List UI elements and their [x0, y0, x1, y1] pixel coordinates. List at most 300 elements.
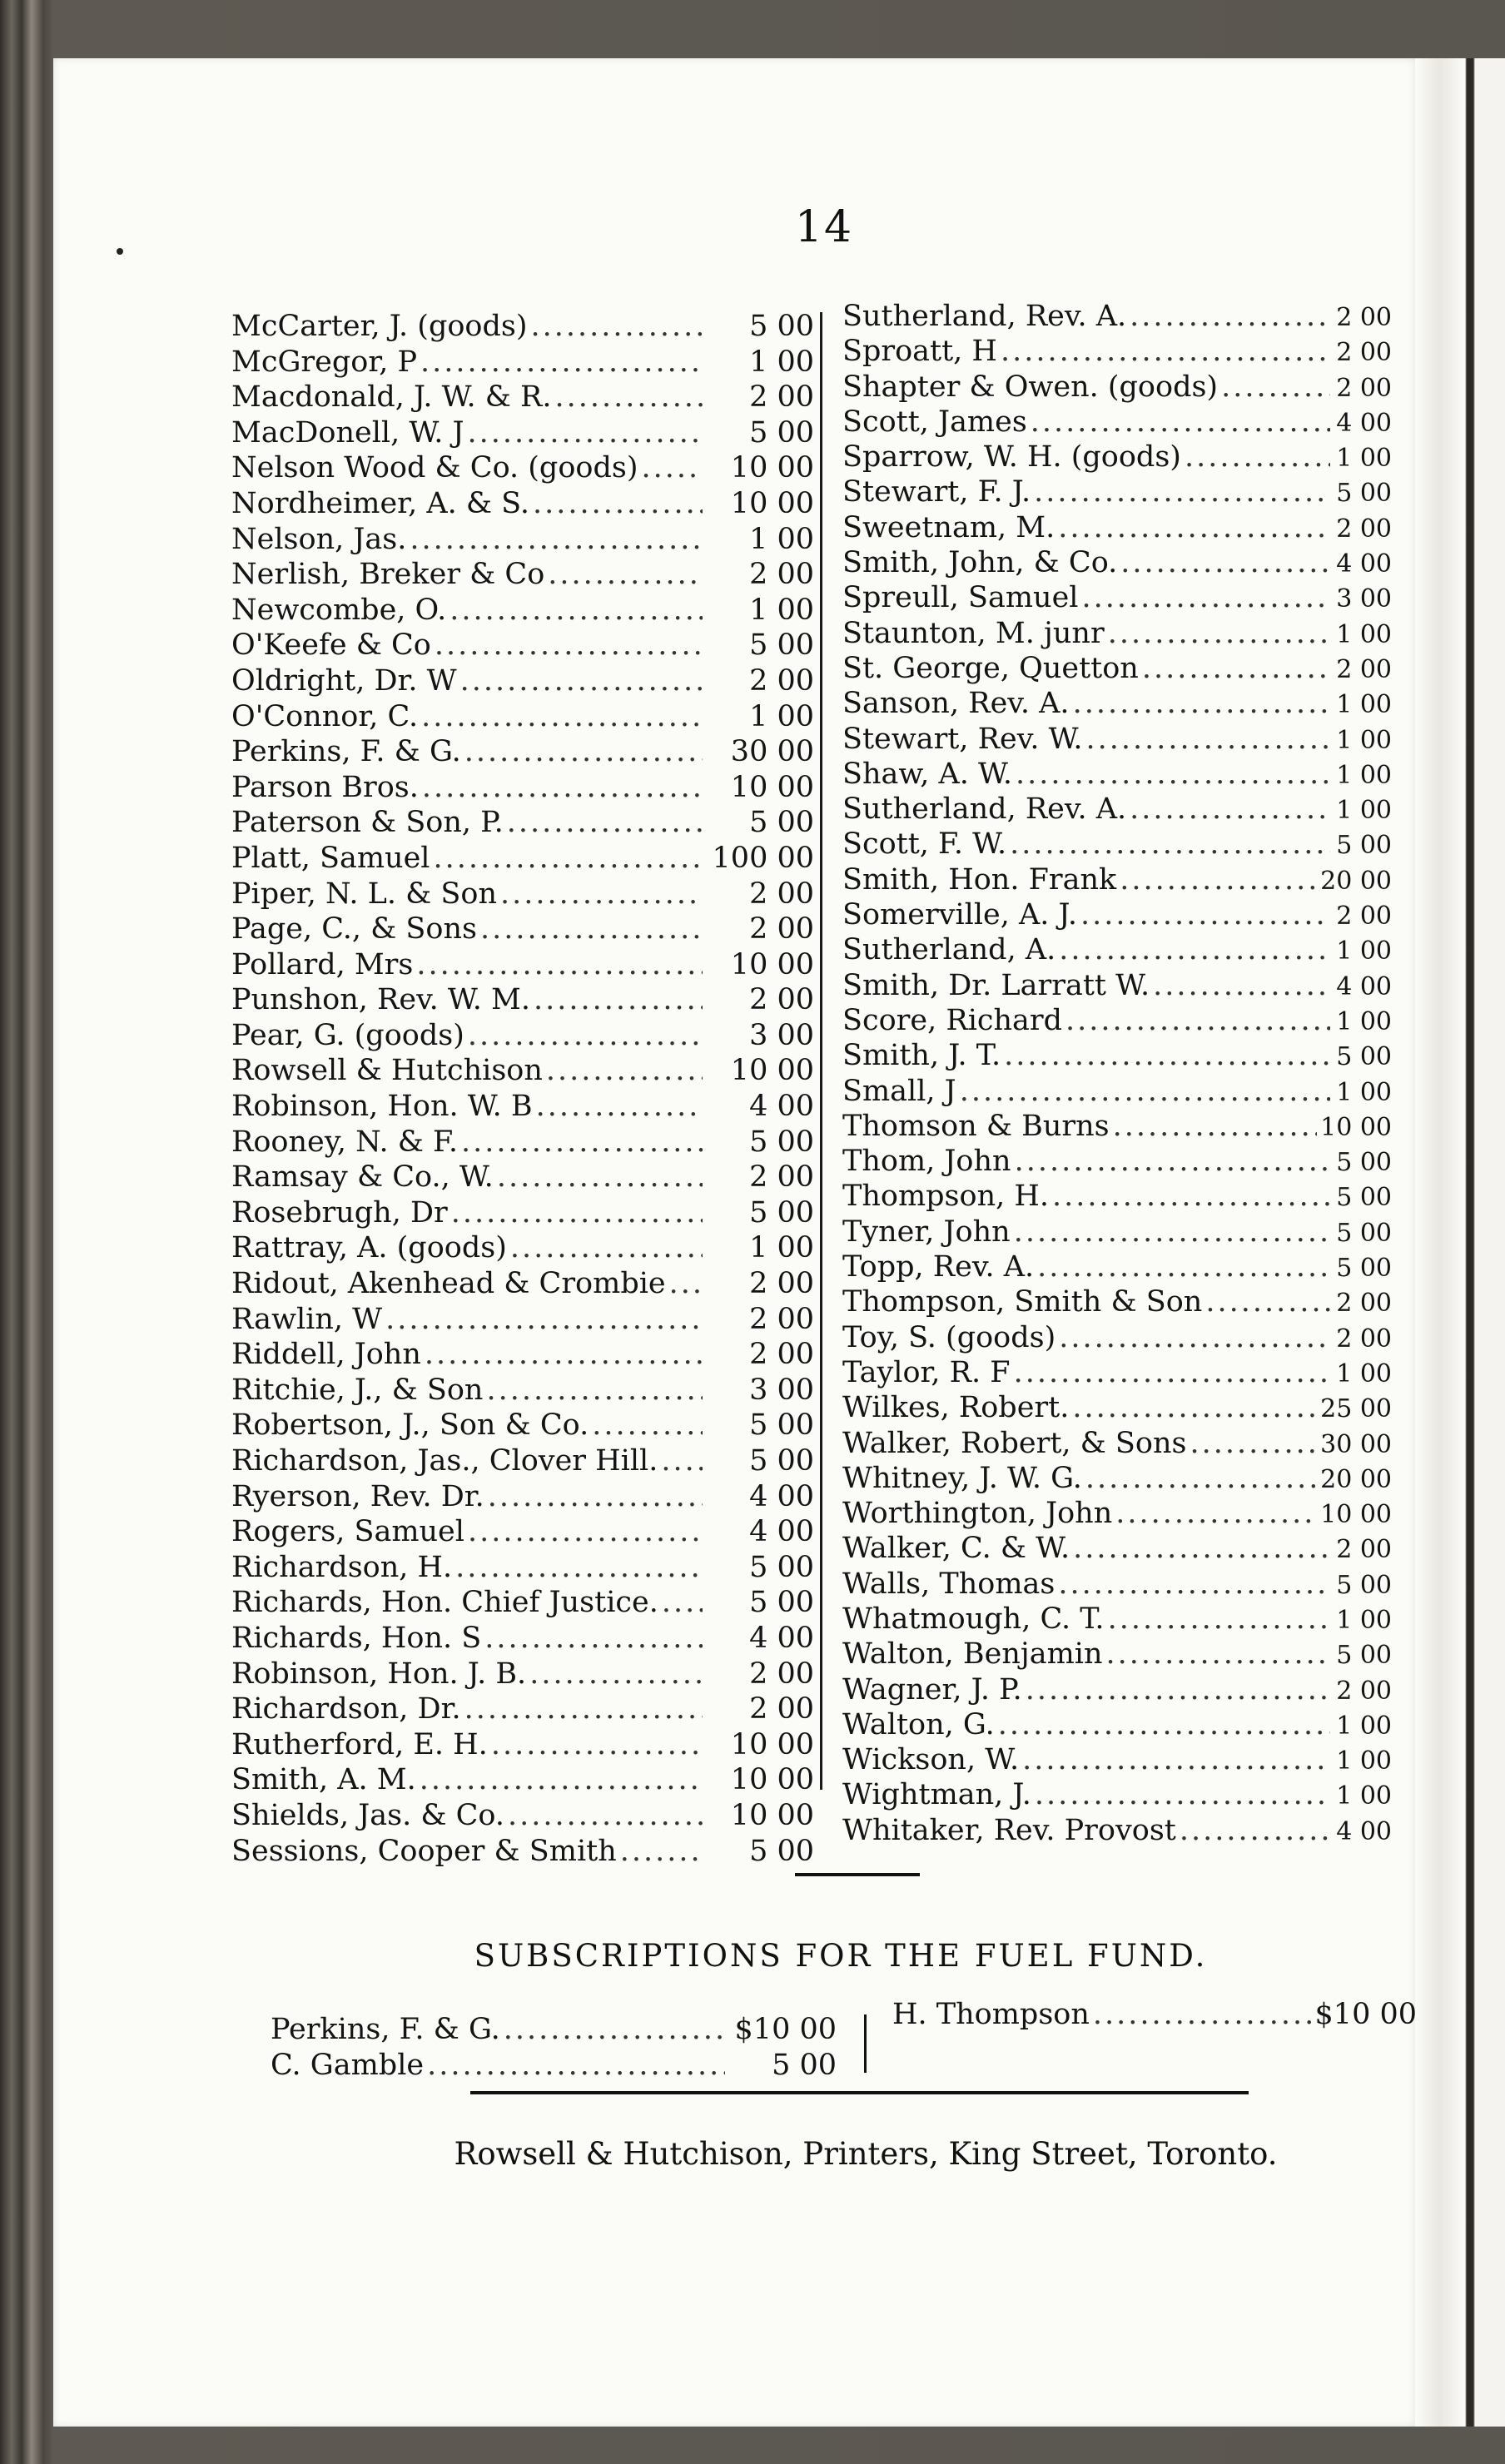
subscriber-name: Rattray, A. (goods)	[231, 1231, 507, 1265]
subscriber-name: Wilkes, Robert.	[842, 1391, 1070, 1425]
subscription-amount: 2 00	[749, 380, 814, 415]
subscription-amount: 4 00	[1336, 408, 1392, 438]
subscriber-row	[231, 1196, 814, 1232]
subscriber-name: Worthington, John	[842, 1497, 1113, 1531]
leader-dots	[960, 1075, 1330, 1108]
leader-dots	[450, 594, 703, 627]
subscriber-name: Small, J	[842, 1074, 956, 1108]
subscriber-name: Smith, Hon. Frank	[842, 862, 1117, 897]
subscription-amount: 10 00	[1320, 1500, 1392, 1530]
subscriber-row	[842, 1075, 1392, 1110]
subscriber-row	[842, 1637, 1392, 1672]
subscription-amount: 5 00	[1336, 1183, 1392, 1213]
subscriber-name: Thom, John	[842, 1145, 1011, 1179]
subscriber-row	[231, 451, 814, 487]
subscriber-name: Stewart, F. J.	[842, 475, 1031, 509]
subscriber-name: Oldright, Dr. W	[231, 663, 457, 698]
leader-dots	[508, 1799, 703, 1832]
subscriber-row	[231, 487, 814, 523]
leader-dots	[484, 1622, 703, 1655]
subscription-amount: 100 00	[712, 841, 814, 875]
subscriber-row	[231, 1408, 814, 1444]
subscription-amount: 5 00	[749, 806, 814, 840]
subscriber-name: Topp, Rev. A.	[842, 1250, 1035, 1284]
subscription-amount: 1 00	[749, 593, 814, 627]
fuel-fund-row	[271, 2013, 837, 2049]
subscription-amount: 5 00	[1336, 1218, 1392, 1248]
leader-dots	[491, 1728, 703, 1761]
subscriber-name: Newcombe, O.	[231, 593, 447, 627]
subscriber-row	[842, 511, 1392, 546]
subscriber-row	[231, 628, 814, 664]
subscription-amount: 1 00	[1336, 1359, 1392, 1388]
subscription-amount: 5 00	[1336, 1042, 1392, 1072]
subscription-amount: 2 00	[1336, 654, 1392, 684]
subscriber-name: Paterson & Son, P.	[231, 806, 504, 840]
subscriber-name: Sutherland, A.	[842, 933, 1056, 967]
subscriber-name: Shields, Jas. & Co.	[231, 1798, 504, 1832]
leader-dots	[480, 912, 703, 946]
ink-mark	[117, 248, 123, 255]
subscription-amount: 3 00	[749, 1018, 814, 1052]
subscriber-row	[842, 1673, 1392, 1708]
subscriber-row	[231, 416, 814, 452]
subscriber-row	[842, 792, 1392, 827]
leader-dots	[1185, 440, 1330, 474]
leader-dots	[1026, 1673, 1330, 1706]
leader-dots	[1037, 1250, 1330, 1284]
subscriber-row	[231, 1835, 814, 1870]
subscriber-name: Stewart, Rev. W.	[842, 722, 1083, 756]
subscription-amount: $10 00	[1314, 1998, 1417, 2031]
subscriber-row	[842, 335, 1392, 370]
subscriber-name: Ramsay & Co., W.	[231, 1160, 494, 1195]
leader-dots	[1016, 758, 1330, 791]
subscriber-name: Riddell, John	[231, 1338, 421, 1372]
subscriber-row	[842, 475, 1392, 510]
subscriber-name: Taylor, R. F	[842, 1355, 1011, 1389]
leader-dots	[1031, 405, 1330, 439]
footer-rule	[470, 2091, 1249, 2094]
subscriber-row	[231, 1515, 814, 1551]
subscription-amount: 5 00	[749, 1125, 814, 1159]
subscriber-row	[842, 1039, 1392, 1074]
subscriber-name: Ritchie, J., & Son	[231, 1373, 484, 1407]
subscriber-row	[231, 1054, 814, 1090]
leader-dots	[536, 1090, 703, 1123]
subscription-amount: 5 00	[749, 1195, 814, 1230]
subscriber-name: Nordheimer, A. & S.	[231, 486, 529, 520]
subscriber-name: Whitney, J. W. G.	[842, 1461, 1082, 1495]
subscriber-name: Robertson, J., Son & Co.	[231, 1408, 589, 1443]
fuel-fund-list-left	[271, 2013, 837, 2084]
subscription-amount: 2 00	[749, 983, 814, 1017]
subscriber-name: Wagner, J. P.	[842, 1672, 1022, 1706]
subscriber-row	[842, 1110, 1392, 1145]
subscriber-name: Rooney, N. & F.	[231, 1125, 459, 1159]
leader-dots	[1190, 1427, 1317, 1460]
subscriber-name: Wightman, J.	[842, 1778, 1031, 1812]
subscriber-name: Richardson, Dr.	[231, 1692, 461, 1726]
subscriber-row	[231, 1338, 814, 1374]
leader-dots	[1022, 1743, 1330, 1776]
subscription-amount: 1 00	[1336, 1077, 1392, 1107]
subscription-amount: 1 00	[1336, 936, 1392, 966]
subscription-amount: 2 00	[749, 1160, 814, 1195]
subscriber-name: Rosebrugh, Dr	[231, 1195, 448, 1230]
subscriber-row	[842, 1285, 1392, 1320]
leader-dots	[1052, 1180, 1330, 1213]
subscriber-row	[231, 983, 814, 1019]
leader-dots	[460, 664, 703, 698]
subscriber-name: Score, Richard	[842, 1003, 1063, 1037]
leader-dots	[1058, 1567, 1330, 1601]
leader-dots	[1035, 1778, 1330, 1811]
subscription-amount: 1 00	[1336, 444, 1392, 474]
leader-dots	[1130, 300, 1330, 333]
subscriber-name: Rowsell & Hutchison	[231, 1054, 543, 1088]
subscriber-name: Macdonald, J. W. & R.	[231, 380, 552, 415]
subscriber-name: Richards, Hon. Chief Justice.	[231, 1586, 658, 1620]
subscription-amount: 1 00	[1336, 619, 1392, 649]
leader-dots	[486, 1374, 703, 1407]
subscriber-row	[231, 523, 814, 559]
leader-dots	[507, 806, 703, 839]
subscriber-row	[231, 806, 814, 842]
leader-dots	[534, 983, 703, 1016]
leader-dots	[1153, 969, 1330, 1002]
subscriber-row	[842, 1356, 1392, 1391]
subscriber-name: Smith, J. T.	[842, 1039, 1001, 1073]
subscriber-row	[231, 380, 814, 416]
page-edge	[1415, 58, 1505, 2427]
subscriber-row	[231, 1374, 814, 1409]
subscriber-row	[842, 969, 1392, 1004]
subscription-amount: 5 00	[749, 628, 814, 663]
leader-dots	[1010, 827, 1330, 861]
subscription-amount: 10 00	[730, 1763, 814, 1797]
subscriber-row	[842, 1215, 1392, 1250]
subscription-amount: 2 00	[1336, 902, 1392, 931]
subscriber-name: Nelson, Jas.	[231, 522, 407, 556]
subscription-amount: 2 00	[749, 558, 814, 592]
subscriber-name: Whitaker, Rev. Provost	[842, 1813, 1176, 1847]
leader-dots	[435, 628, 703, 662]
subscription-amount: 2 00	[749, 663, 814, 698]
subscriber-name: Staunton, M. junr	[842, 616, 1105, 650]
leader-dots	[500, 877, 703, 911]
leader-dots	[592, 1408, 703, 1442]
subscriber-name: St. George, Quetton	[842, 651, 1139, 685]
leader-dots	[464, 735, 703, 768]
fuel-fund-row	[271, 2049, 837, 2084]
subscription-amount: 1 00	[1336, 725, 1392, 755]
leader-dots	[531, 310, 703, 343]
subscriber-name: Sutherland, Rev. A.	[842, 792, 1127, 827]
leader-dots	[1014, 1356, 1330, 1389]
subscription-amount: 10 00	[730, 770, 814, 804]
subscriber-row	[842, 1814, 1392, 1849]
subscription-amount: 10 00	[730, 1727, 814, 1761]
subscription-amount: 1 00	[749, 522, 814, 556]
leader-dots	[1086, 723, 1330, 756]
leader-dots	[1205, 1285, 1330, 1319]
leader-dots	[1093, 1998, 1312, 2031]
leader-dots	[1108, 617, 1330, 650]
subscriber-row	[231, 594, 814, 629]
subscriber-name: Scott, James	[842, 405, 1027, 439]
subscription-amount: 2 00	[749, 1338, 814, 1372]
subscriber-name: Walker, C. & W.	[842, 1532, 1070, 1566]
subscriber-name: Spreull, Samuel	[842, 581, 1079, 615]
leader-dots	[468, 1515, 703, 1548]
subscription-amount: 10 00	[730, 1054, 814, 1088]
subscriber-name: Thompson, Smith & Son	[842, 1285, 1203, 1319]
subscription-amount: 2 00	[1336, 303, 1392, 332]
subscription-amount: 2 00	[1336, 514, 1392, 544]
subscription-amount: 5 00	[1336, 1570, 1392, 1600]
subscriber-row	[842, 617, 1392, 652]
subscription-amount: 2 00	[749, 1267, 814, 1301]
leader-dots	[1080, 898, 1330, 931]
subscription-amount: 5 00	[1336, 831, 1392, 861]
leader-dots	[1115, 1497, 1317, 1530]
leader-dots	[620, 1835, 703, 1868]
leader-dots	[548, 558, 703, 591]
subscriber-row	[231, 1444, 814, 1480]
section-divider	[795, 1873, 920, 1876]
subscription-amount: 10 00	[730, 1798, 814, 1832]
subscriber-row	[231, 842, 814, 877]
subscriber-row	[842, 898, 1392, 933]
leader-dots	[433, 842, 703, 875]
subscription-amount: 1 00	[1336, 1006, 1392, 1036]
subscriber-name: McGregor, P	[231, 345, 418, 379]
subscriber-name: H. Thompson	[892, 1998, 1090, 2031]
leader-dots	[1058, 511, 1330, 544]
subscriber-row	[842, 405, 1392, 440]
fuel-fund-row	[892, 1998, 1417, 2034]
subscriber-name: Richardson, H.	[231, 1550, 453, 1584]
subscriber-name: Piper, N. L. & Son	[231, 877, 497, 911]
subscriber-row	[231, 558, 814, 594]
subscriber-row	[842, 1497, 1392, 1532]
leader-dots	[410, 523, 703, 556]
subscription-amount: 10 00	[1320, 1112, 1392, 1142]
leader-dots	[510, 1231, 703, 1264]
subscription-amount: 4 00	[749, 1479, 814, 1513]
subscriber-row	[842, 1321, 1392, 1356]
subscriber-row	[231, 1267, 814, 1303]
subscriber-name: Robinson, Hon. W. B	[231, 1090, 533, 1124]
subscriber-name: Thompson, H.	[842, 1180, 1050, 1214]
subscription-amount: 20 00	[1320, 866, 1392, 896]
page-number: 14	[794, 202, 854, 252]
subscriber-row	[842, 581, 1392, 616]
leader-dots	[1015, 1145, 1330, 1178]
subscriber-list-right	[842, 300, 1392, 1849]
subscriber-row	[842, 370, 1392, 405]
leader-dots	[420, 345, 703, 379]
subscription-amount: 4 00	[749, 1621, 814, 1655]
leader-dots	[662, 1586, 703, 1619]
subscriber-row	[842, 300, 1392, 335]
subscription-amount: 5 00	[1336, 1641, 1392, 1671]
subscriber-name: Platt, Samuel	[231, 841, 430, 875]
subscriber-row	[231, 310, 814, 345]
subscription-amount: 4 00	[1336, 549, 1392, 579]
subscription-amount: 1 00	[1336, 1605, 1392, 1635]
subscription-amount: 2 00	[1336, 338, 1392, 368]
subscriber-name: Shaw, A. W.	[842, 757, 1012, 791]
subscription-amount: 3 00	[749, 1373, 814, 1407]
subscription-amount: 2 00	[749, 877, 814, 911]
subscriber-row	[231, 1586, 814, 1622]
subscriber-name: Walton, Benjamin	[842, 1637, 1103, 1672]
leader-dots	[998, 1708, 1330, 1741]
leader-dots	[464, 1692, 703, 1726]
subscription-amount: $10 00	[734, 2013, 837, 2046]
subscriber-row	[842, 1532, 1392, 1567]
leader-dots	[416, 948, 703, 981]
subscriber-name: Sweetnam, M.	[842, 510, 1055, 544]
subscription-amount: 5 00	[749, 415, 814, 450]
leader-dots	[467, 416, 703, 450]
subscriber-name: Page, C., & Sons	[231, 912, 477, 946]
subscriber-name: Perkins, F. & G.	[271, 2013, 500, 2046]
leader-dots	[1073, 687, 1330, 720]
leader-dots	[1085, 1462, 1317, 1495]
leader-dots	[1059, 1321, 1330, 1354]
subscriber-name: Tyner, John	[842, 1215, 1011, 1249]
subscription-amount: 5 00	[749, 1586, 814, 1620]
leader-dots	[504, 2013, 725, 2046]
leader-dots	[1221, 370, 1330, 404]
subscriber-row	[842, 1391, 1392, 1426]
subscriber-row	[842, 723, 1392, 758]
subscription-amount: 2 00	[1336, 1676, 1392, 1706]
subscription-amount: 5 00	[749, 310, 814, 343]
subscription-amount: 5 00	[1336, 1254, 1392, 1284]
subscription-amount: 1 00	[749, 699, 814, 733]
subscriber-name: McCarter, J. (goods)	[231, 310, 528, 343]
subscription-amount: 5 00	[749, 1834, 814, 1868]
leader-dots	[425, 1338, 703, 1371]
leader-dots	[468, 1019, 703, 1052]
subscription-amount: 20 00	[1320, 1464, 1392, 1494]
leader-dots	[455, 1551, 703, 1584]
subscriber-row	[231, 1160, 814, 1196]
subscription-amount: 30 00	[730, 735, 814, 769]
leader-dots	[1130, 792, 1330, 826]
subscription-amount: 5 00	[1336, 479, 1392, 509]
subscriber-list-left	[231, 310, 814, 1870]
subscriber-name: Sanson, Rev. A.	[842, 687, 1070, 721]
subscriber-name: Smith, John, & Co.	[842, 546, 1118, 580]
subscriber-name: Sparrow, W. H. (goods)	[842, 440, 1181, 474]
subscriber-name: Perkins, F. & G.	[231, 735, 461, 769]
subscriber-name: O'Keefe & Co	[231, 628, 431, 663]
subscriber-name: Somerville, A. J.	[842, 898, 1077, 932]
subscriber-row	[231, 1622, 814, 1657]
subscription-amount: 1 00	[1336, 1711, 1392, 1741]
leader-dots	[1059, 933, 1330, 966]
subscription-amount: 1 00	[1336, 690, 1392, 720]
leader-dots	[1001, 335, 1330, 368]
subscription-amount: 25 00	[1320, 1394, 1392, 1424]
leader-dots	[1004, 1039, 1330, 1072]
subscription-amount: 1 00	[1336, 796, 1392, 826]
subscriber-row	[842, 1250, 1392, 1285]
subscription-amount: 2 00	[1336, 1324, 1392, 1354]
subscriber-name: Sutherland, Rev. A.	[842, 300, 1127, 333]
subscriber-row	[842, 1778, 1392, 1813]
subscriber-row	[231, 1231, 814, 1267]
subscriber-row	[231, 1125, 814, 1161]
subscriber-name: Ryerson, Rev. Dr.	[231, 1479, 484, 1513]
subscriber-row	[842, 933, 1392, 968]
subscription-amount: 1 00	[1336, 1781, 1392, 1811]
leader-dots	[1034, 475, 1330, 509]
subscriber-row	[842, 1004, 1392, 1039]
subscriber-row	[231, 1763, 814, 1799]
subscriber-row	[842, 546, 1392, 581]
subscription-amount: 2 00	[1336, 1535, 1392, 1565]
subscriber-row	[231, 1657, 814, 1693]
subscription-amount: 1 00	[1336, 760, 1392, 790]
subscriber-name: Whatmough, C. T.	[842, 1602, 1105, 1636]
subscriber-row	[231, 1692, 814, 1728]
subscription-amount: 4 00	[1336, 1816, 1392, 1846]
subscriber-row	[231, 345, 814, 381]
subscriber-row	[842, 1427, 1392, 1462]
subscriber-row	[842, 863, 1392, 898]
leader-dots	[1073, 1532, 1330, 1565]
subscriber-name: Richards, Hon. S	[231, 1621, 482, 1655]
subscription-amount: 2 00	[749, 1657, 814, 1691]
subscription-amount: 5 00	[772, 2048, 837, 2082]
subscriber-row	[231, 700, 814, 736]
subscriber-row	[231, 1799, 814, 1835]
subscription-amount: 4 00	[749, 1515, 814, 1549]
leader-dots	[1108, 1602, 1330, 1636]
leader-dots	[1014, 1215, 1330, 1249]
subscriber-name: Pollard, Mrs	[231, 947, 414, 981]
subscriber-name: Parson Bros.	[231, 770, 419, 804]
subscriber-name: Walton, G.	[842, 1707, 995, 1741]
subscriber-name: Smith, A. M.	[231, 1763, 416, 1797]
subscription-amount: 10 00	[730, 451, 814, 485]
subscription-amount: 1 00	[749, 345, 814, 379]
leader-dots	[1113, 1110, 1317, 1143]
leader-dots	[1082, 581, 1331, 614]
leader-dots	[488, 1480, 703, 1513]
subscriber-name: Pear, G. (goods)	[231, 1018, 464, 1052]
subscriber-row	[231, 771, 814, 807]
leader-dots	[422, 771, 703, 804]
column-divider	[820, 312, 822, 1790]
subscription-amount: 4 00	[1336, 971, 1392, 1001]
subscription-amount: 2 00	[1336, 1289, 1392, 1319]
leader-dots	[529, 1657, 703, 1691]
leader-dots	[385, 1303, 703, 1336]
leader-dots	[1065, 1004, 1330, 1037]
leader-dots	[420, 1763, 703, 1796]
leader-dots	[533, 487, 703, 520]
subscriber-name: Richardson, Jas., Clover Hill.	[231, 1444, 658, 1478]
subscription-amount: 30 00	[1320, 1429, 1392, 1459]
fuel-fund-heading: SUBSCRIPTIONS FOR THE FUEL FUND.	[474, 1938, 1208, 1974]
